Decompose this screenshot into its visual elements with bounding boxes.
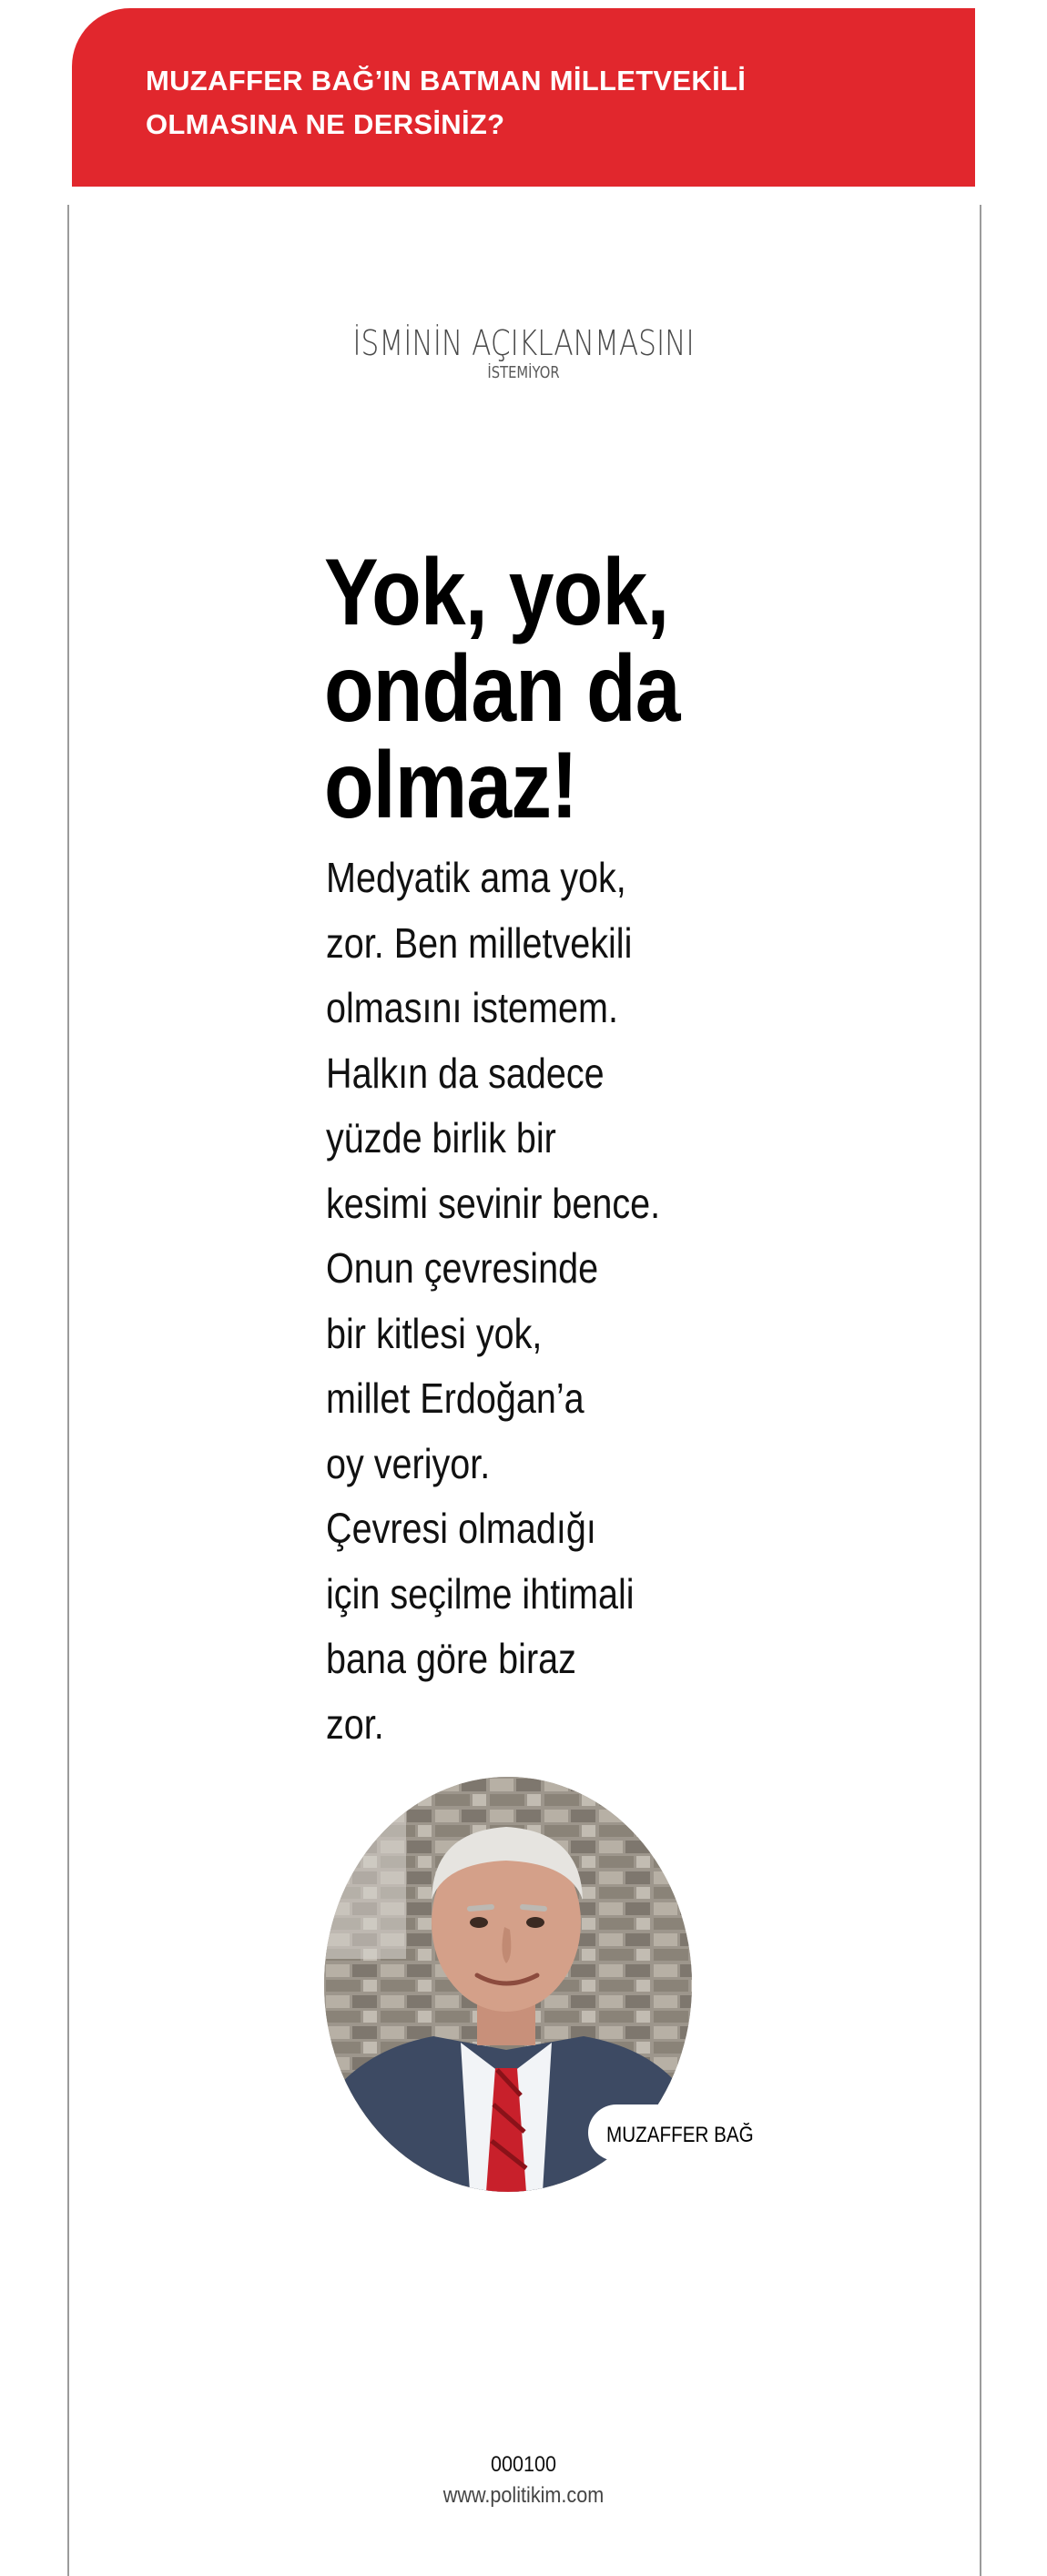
answer-body-line: millet Erdoğan’a — [326, 1374, 584, 1422]
footer — [364, 2452, 683, 2509]
answer-body-line: Çevresi olmadığı — [326, 1505, 596, 1552]
question-title: MUZAFFER BAĞ’IN BATMAN MİLLETVEKİLİ OLMASINA NE DERSİNİZ? — [146, 65, 747, 140]
answer-body-line: bana göre biraz — [326, 1635, 576, 1682]
respondent-block — [273, 323, 774, 382]
respondent-anonymity-title: İSMİNİN AÇIKLANMASINI — [352, 323, 695, 363]
answer-body — [326, 846, 799, 1757]
header-banner — [72, 8, 975, 187]
footer-code: 000100 — [490, 2452, 557, 2477]
answer-body-line: zor. — [326, 1699, 384, 1748]
frame-right-border — [980, 205, 981, 2576]
answer-body-line: kesimi sevinir bence. — [326, 1179, 661, 1227]
frame-left-border — [67, 205, 69, 2576]
photo-caption: MUZAFFER BAĞ — [606, 2123, 754, 2147]
respondent-anonymity-subtitle: İSTEMİYOR — [487, 363, 560, 382]
footer-website: www.politikim.com — [442, 2483, 605, 2508]
answer-body-line: olmasını istemem. — [326, 984, 618, 1031]
photo-caption-tag — [588, 2104, 792, 2161]
answer-body-line: oy veriyor. — [326, 1439, 491, 1487]
answer-body-line: için seçilme ihtimali — [326, 1569, 635, 1618]
answer-headline: Yok, yok, ondan da olmaz! — [324, 540, 680, 838]
answer-body-line: bir kitlesi yok, — [326, 1309, 543, 1357]
answer-body-line: Halkın da sadece — [326, 1049, 605, 1097]
answer-body-line: Medyatik ama yok, — [326, 854, 626, 901]
answer-body-line: zor. Ben milletvekili — [326, 918, 633, 967]
answer-body-line: yüzde birlik bir — [326, 1114, 556, 1161]
answer-body-line: Onun çevresinde — [326, 1244, 599, 1292]
